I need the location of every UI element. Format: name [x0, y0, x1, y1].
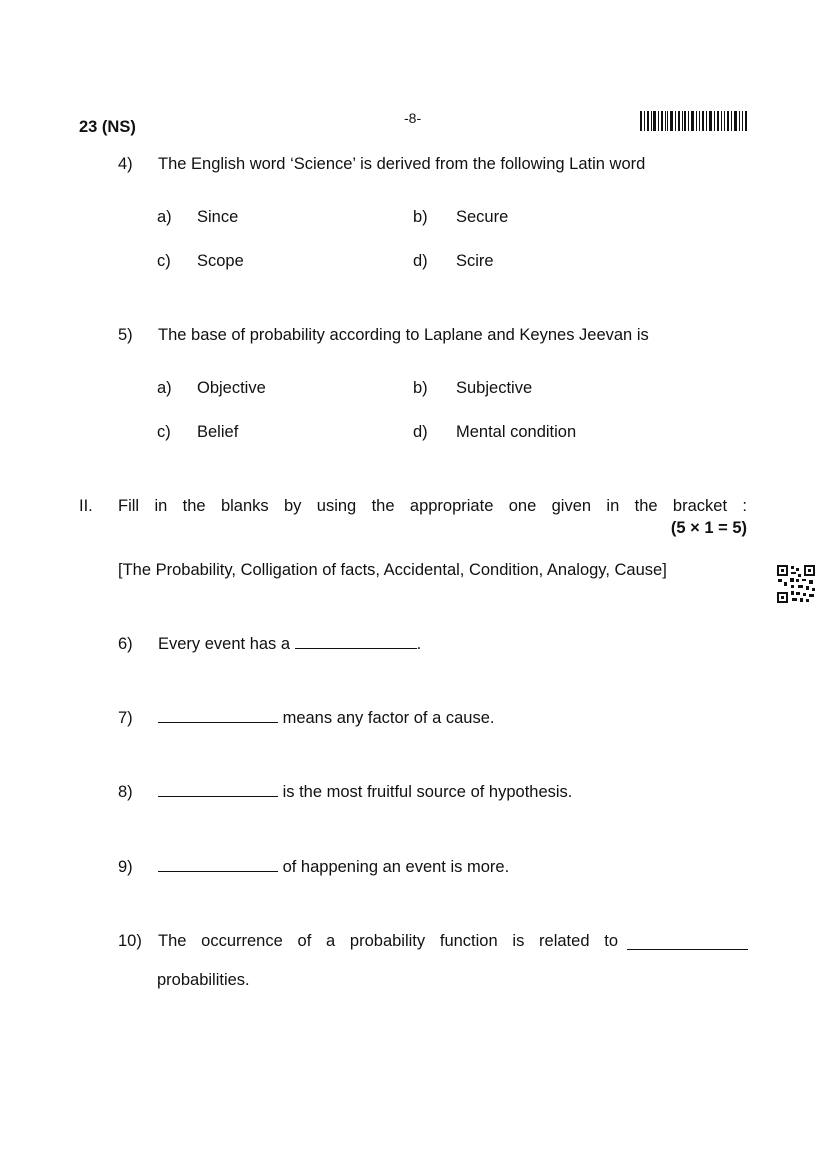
blank-line	[158, 795, 278, 797]
q5-option-c-label: c)	[157, 423, 171, 441]
question-6-text-after: .	[416, 635, 422, 653]
blank-line	[295, 647, 417, 649]
q5-option-b-label: b)	[413, 379, 428, 397]
question-7-line	[158, 709, 494, 728]
question-9-number: 9)	[118, 858, 133, 876]
question-7-text-after: means any factor of a cause.	[278, 709, 495, 727]
question-5-text: The base of probability according to Laplane and Keynes Jeevan is	[158, 326, 649, 344]
q5-option-d-text: Mental condition	[456, 423, 577, 441]
question-4-number: 4)	[118, 155, 133, 173]
q5-option-c-text: Belief	[197, 423, 239, 441]
question-9-line	[158, 858, 509, 877]
page-number: -8-	[404, 110, 422, 126]
q5-option-a-label: a)	[157, 379, 172, 397]
question-10-number: 10)	[118, 932, 142, 950]
paper-code: 23 (NS)	[79, 118, 136, 136]
q4-option-b-label: b)	[413, 208, 428, 226]
q4-option-a-text: Since	[197, 208, 239, 226]
question-8-line	[158, 783, 572, 802]
bracket-options: [The Probability, Colligation of facts, Accidental, Condition, Analogy, Cause]	[118, 561, 667, 579]
barcode-icon	[640, 111, 748, 131]
section-ii-marks: (5 × 1 = 5)	[670, 519, 747, 537]
question-6-line	[158, 635, 421, 654]
question-10-text-line2: probabilities.	[157, 971, 250, 989]
blank-line	[158, 870, 278, 872]
question-4-text: The English word ‘Science’ is derived from the following Latin word	[158, 155, 646, 173]
question-6-text-before: Every event has a	[158, 635, 295, 653]
q4-option-d-text: Scire	[456, 252, 494, 270]
q4-option-c-text: Scope	[197, 252, 244, 270]
question-8-number: 8)	[118, 783, 133, 801]
question-8-text-after: is the most fruitful source of hypothesis.	[278, 783, 573, 801]
blank-line	[158, 721, 278, 723]
qr-code-icon	[776, 564, 816, 604]
question-7-number: 7)	[118, 709, 133, 727]
blank-line	[627, 948, 748, 950]
question-5-number: 5)	[118, 326, 133, 344]
q5-option-d-label: d)	[413, 423, 428, 441]
q5-option-a-text: Objective	[197, 379, 266, 397]
q4-option-a-label: a)	[157, 208, 172, 226]
q4-option-d-label: d)	[413, 252, 428, 270]
section-ii-numeral: II.	[79, 497, 93, 515]
question-6-number: 6)	[118, 635, 133, 653]
question-9-text-after: of happening an event is more.	[278, 858, 510, 876]
q5-option-b-text: Subjective	[456, 379, 533, 397]
question-10-text-line1: The occurrence of a probability function is related to	[158, 932, 618, 950]
section-ii-instruction: Fill in the blanks by using the appropriate one given in the bracket :	[118, 497, 747, 515]
q4-option-b-text: Secure	[456, 208, 509, 226]
q4-option-c-label: c)	[157, 252, 171, 270]
